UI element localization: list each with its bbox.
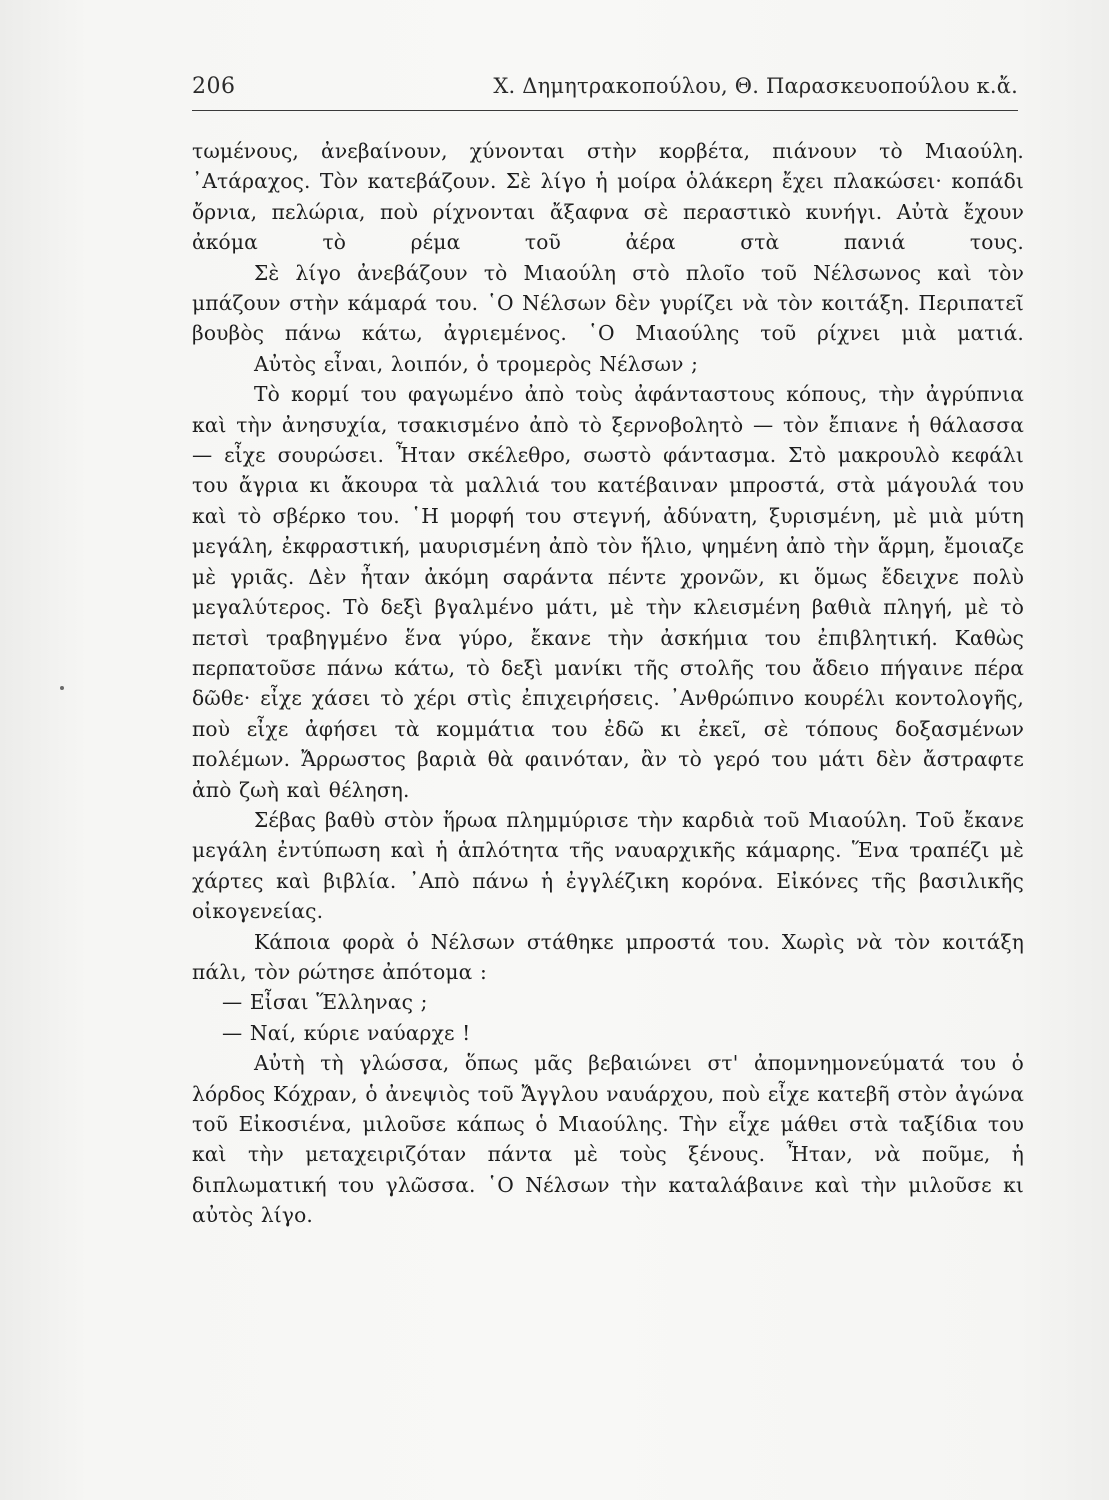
paragraph-4: Τὸ κορμί του φαγωμένο ἀπὸ τοὺς ἀφάνταστους κόπους, τὴν ἀγρύπνια καὶ τὴν ἀνησυχία, τσακισμένο ἀπὸ τὸ ξερνοβολητὸ — τὸν ἔπιανε ἡ θάλασσα — εἶχε σουρώσει. Ἦταν σκέλεθρο, σωστὸ φάντασμα. Στὸ μακρουλὸ κεφάλι του ἄγρια κι ἄκουρα τὰ μαλλιά του κατέβαιναν μπροστά, στὰ μάγουλά του καὶ τὸ σβέρκο του. ῾Η μορφή του στεγνή, ἀδύνατη, ξυρισμένη, μὲ μιὰ μύτη μεγάλη, ἐκφραστική, μαυρισμένη ἀπὸ τὸν ἥλιο, ψημένη ἀπὸ τὴν ἅρμη, ἔμοιαζε μὲ γριᾶς. Δὲν ἦταν ἀκόμη σαράντα πέντε χρονῶν, κι ὅμως ἔδειχνε πολὺ μεγαλύτερος. Τὸ δεξὶ βγαλμένο μάτι, μὲ τὴν κλεισμένη βαθιὰ πληγή, μὲ τὸ πετσὶ τραβηγμένο ἕνα γύρο, ἔκανε τὴν ἀσκήμια του ἐπιβλητική. Καθὼς περπατοῦσε πάνω κάτω, τὸ δεξὶ μανίκι τῆς στολῆς του ἄδειο πήγαινε πέρα δῶθε· εἶχε χάσει τὸ χέρι στὶς ἐπιχειρήσεις. ᾿Ανθρώπινο κουρέλι κοντολογῆς, ποὺ εἶχε ἀφήσει τὰ κομμάτια του ἐδῶ κι ἐκεῖ, σὲ τόπους δοξασμένων πολέμων. Ἄρρωστος βαριὰ θὰ φαινόταν, ἂν τὸ γερό του μάτι δὲν ἄστραφτε ἀπὸ ζωὴ καὶ θέληση. [192, 382, 1024, 802]
scan-speck [60, 686, 64, 690]
dialogue-line-2: — Ναί, κύριε ναύαρχε ! [222, 1020, 471, 1045]
paragraph-7: Αὐτὴ τὴ γλώσσα, ὅπως μᾶς βεβαιώνει στ' ἀπομνημονεύματά του ὁ λόρδος Κόχραν, ὁ ἀνεψιὸς τοῦ Ἄγγλου ναυάρχου, ποὺ εἶχε κατεβῆ στὸν ἀγώνα τοῦ Εἰκοσιένα, μιλοῦσε κάπως ὁ Μιαούλης. Τὴν εἶχε μάθει στὰ ταξίδια του καὶ τὴν μεταχειριζόταν πάντα μὲ τοὺς ξένους. Ἦταν, νὰ ποῦμε, ἡ διπλωματική του γλῶσσα. ῾Ο Νέλσων τὴν καταλάβαινε καὶ τὴν μιλοῦσε κι αὐτὸς λίγο. [192, 1051, 1024, 1228]
running-head: Χ. Δημητρακοπούλου, Θ. Παρασκευοπούλου κ.ἄ. [493, 74, 1018, 98]
paragraph-3: Αὐτὸς εἶναι, λοιπόν, ὁ τρομερὸς Νέλσων ; [254, 351, 699, 376]
dialogue-line-1: — Εἶσαι Ἕλληνας ; [222, 990, 428, 1015]
paragraph-6: Κάποια φορὰ ὁ Νέλσων στάθηκε μπροστά του. Χωρὶς νὰ τὸν κοιτάξη πάλι, τὸν ρώτησε ἀπότομα : [192, 929, 1024, 984]
body-text [192, 136, 1024, 1231]
paragraph-1: τωμένους, ἀνεβαίνουν, χύνονται στὴν κορβέτα, πιάνουν τὸ Μιαούλη. ᾿Ατάραχος. Τὸν κατεβάζουν. Σὲ λίγο ἡ μοίρα ὁλάκερη ἔχει πλακώσει· κοπάδι ὄρνια, πελώρια, ποὺ ρίχνονται ἄξαφνα σὲ περαστικὸ κυνήγι. Αὐτὰ ἔχουν ἀκόμα τὸ ρέμα τοῦ ἀέρα στὰ πανιά τους. [192, 139, 1024, 255]
page-number: 206 [192, 74, 236, 99]
page-header [192, 72, 1018, 108]
header-rule [192, 110, 1018, 111]
paragraph-2: Σὲ λίγο ἀνεβάζουν τὸ Μιαούλη στὸ πλοῖο τοῦ Νέλσωνος καὶ τὸν μπάζουν στὴν κάμαρά του. ῾Ο Νέλσων δὲν γυρίζει νὰ τὸν κοιτάξη. Περιπατεῖ βουβὸς πάνω κάτω, ἀγριεμένος. ῾Ο Μιαούλης τοῦ ρίχνει μιὰ ματιά. [192, 260, 1024, 346]
paragraph-5: Σέβας βαθὺ στὸν ἥρωα πλημμύρισε τὴν καρδιὰ τοῦ Μιαούλη. Τοῦ ἔκανε μεγάλη ἐντύπωση καὶ ἡ ἁπλότητα τῆς ναυαρχικῆς κάμαρης. Ἕνα τραπέζι μὲ χάρτες καὶ βιβλία. ᾿Απὸ πάνω ἡ ἐγγλέζικη κορόνα. Εἰκόνες τῆς βασιλικῆς οἰκογενείας. [192, 807, 1024, 924]
